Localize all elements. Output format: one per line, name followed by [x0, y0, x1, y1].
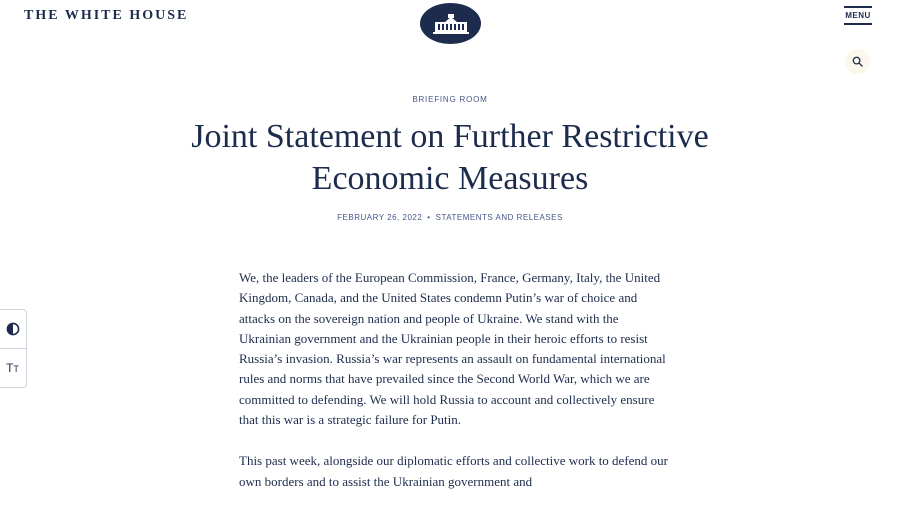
page-title: Joint Statement on Further Restrictive Economic Measures [191, 118, 709, 197]
site-title[interactable]: THE WHITE HOUSE [24, 8, 189, 23]
text-size-icon [6, 361, 19, 375]
menu-label: MENU [845, 11, 871, 20]
contrast-toggle-icon [6, 322, 20, 336]
text-size-button[interactable] [0, 348, 26, 387]
paragraph: We, the leaders of the European Commission, France, Germany, Italy, the United Kingdom, Canada, and the United States condemn Putin’s war of choice and attacks on the sovereign nation and people of Ukraine. We stand with the Ukrainian government and the Ukrainian people in their heroic efforts to resist Russia’s invasion. Russia’s war represents an assault on fundamental international rules and norms that have prevailed since the Second World War, which we are committed to defending. We will hold Russia to account and collectively ensure that this war is a strategic failure for Putin. [239, 270, 666, 428]
search-button[interactable] [845, 49, 870, 74]
accessibility-toolbar [0, 309, 27, 388]
meta-separator: • [427, 213, 431, 222]
menu-bar-top [844, 6, 872, 8]
text-size-glyph-large: T [6, 361, 14, 375]
white-house-logo[interactable] [420, 3, 481, 44]
article-body [239, 268, 669, 513]
paragraph: This past week, alongside our diplomatic efforts and collective work to defend our own borders and to assist the Ukrainian government and [239, 453, 668, 489]
publish-date: FEBRUARY 26, 2022 [337, 213, 423, 222]
category-link[interactable]: BRIEFING ROOM [412, 95, 488, 104]
section-link[interactable]: STATEMENTS AND RELEASES [435, 213, 563, 222]
article-meta [0, 213, 900, 222]
contrast-toggle-button[interactable] [0, 310, 26, 348]
white-house-seal-icon [431, 12, 471, 36]
text-size-glyph-small: T [13, 364, 19, 374]
menu-button[interactable] [844, 6, 872, 25]
menu-bar-bottom [844, 23, 872, 25]
search-icon [852, 56, 863, 67]
